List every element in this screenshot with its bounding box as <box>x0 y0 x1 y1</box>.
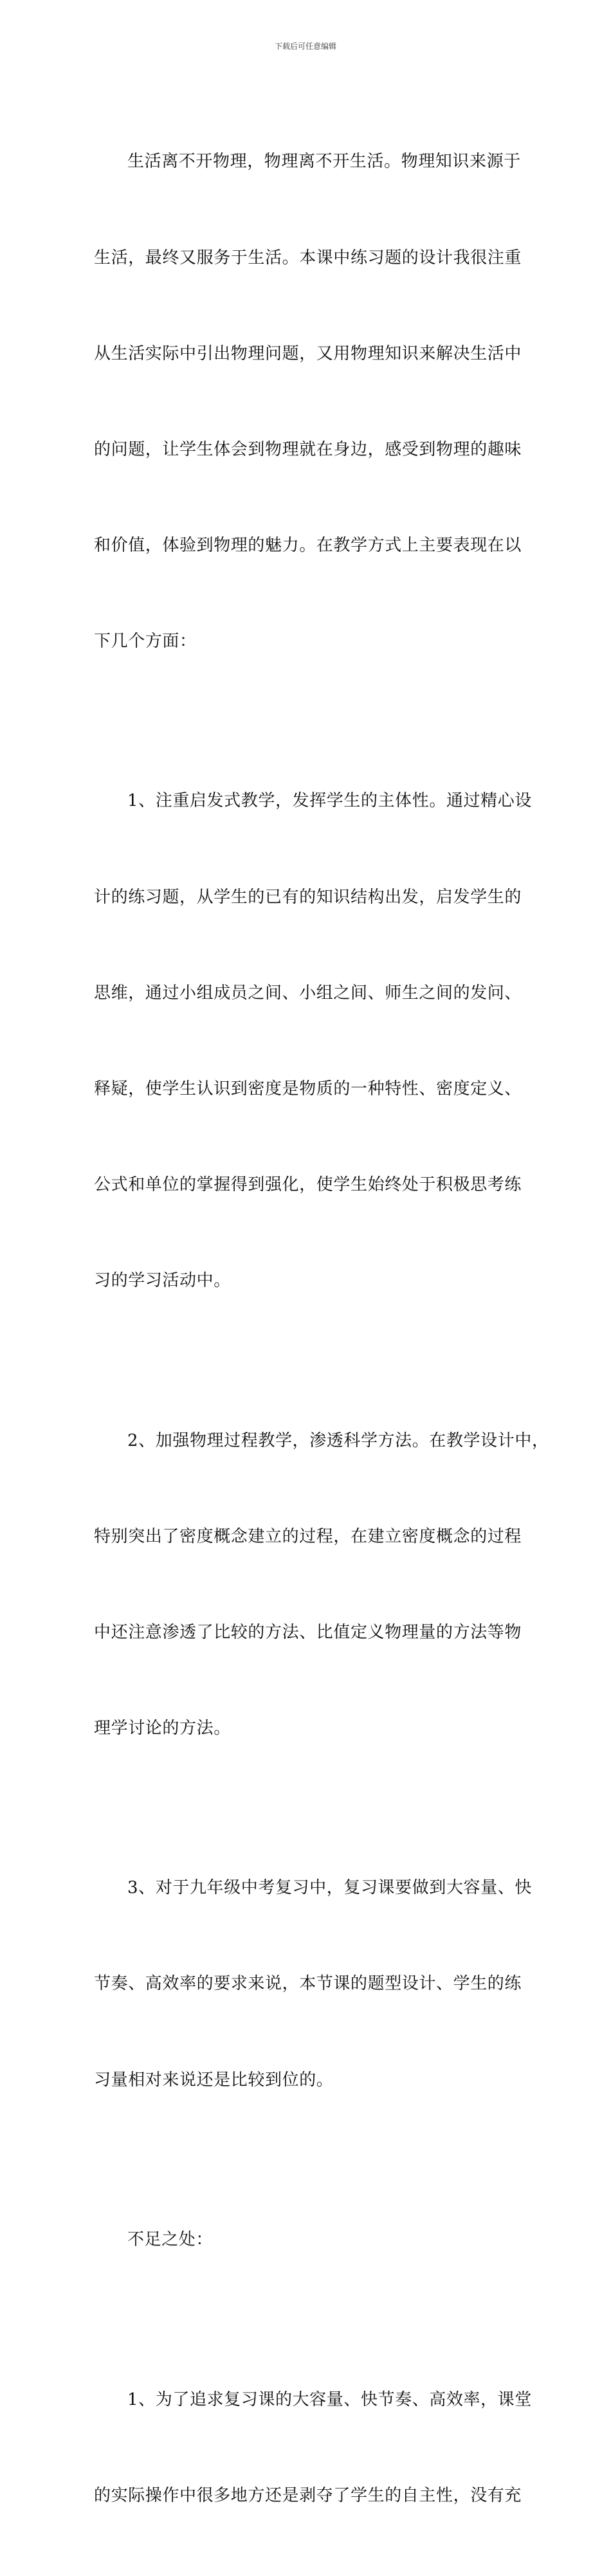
paragraph-line: 生活离不开物理，物理离不开生活。物理知识来源于 <box>127 152 521 172</box>
paragraph-line: 习的学习活动中。 <box>94 1271 231 1291</box>
paragraph-line: 释疑，使学生认识到密度是物质的一种特性、密度定义、 <box>94 1079 522 1099</box>
paragraph-line: 思维，通过小组成员之间、小组之间、师生之间的发问、 <box>94 983 522 1003</box>
paragraph-line: 3、对于九年级中考复习中，复习课要做到大容量、快 <box>127 1878 532 1898</box>
paragraph-intro <box>94 82 525 722</box>
paragraph-line: 下几个方面： <box>94 631 197 651</box>
paragraph-line: 节奏、高效率的要求来说，本节课的题型设计、学生的练 <box>94 1974 522 1994</box>
paragraph-line: 1、注重启发式教学，发挥学生的主体性。通过精心设 <box>127 791 532 811</box>
paragraph-line: 计的练习题，从学生的已有的知识结构出发，启发学生的 <box>94 887 522 907</box>
paragraph-line: 的实际操作中很多地方还是剥夺了学生的自主性，没有充 <box>94 2485 522 2505</box>
paragraph-line: 特别突出了密度概念建立的过程，在建立密度概念的过程 <box>94 1526 522 1546</box>
paragraph-shortcoming-1 <box>94 2320 532 2576</box>
paragraph-line: 1、为了追求复习课的大容量、快节奏、高效率，课堂 <box>127 2389 532 2409</box>
paragraph-line: 理学讨论的方法。 <box>94 1718 231 1738</box>
paragraph-line: 不足之处： <box>127 2230 214 2250</box>
header-note: 下载后可任意编辑 <box>274 42 336 51</box>
paragraph-line: 2、加强物理过程教学，渗透科学方法。在教学设计中， <box>127 1430 549 1450</box>
document-body <box>94 82 549 2576</box>
paragraph-point-2 <box>94 1361 549 1809</box>
paragraph-point-3 <box>94 1809 532 2160</box>
paragraph-shortcomings-heading <box>94 2160 525 2321</box>
paragraph-line: 习量相对来说还是比较到位的。 <box>94 2070 334 2090</box>
paragraph-point-1 <box>94 722 532 1361</box>
paragraph-line: 从生活实际中引出物理问题，又用物理知识来解决生活中 <box>94 343 522 363</box>
paragraph-line: 公式和单位的掌握得到强化，使学生始终处于积极思考练 <box>94 1174 522 1194</box>
paragraph-line: 中还注意渗透了比较的方法、比值定义物理量的方法等物 <box>94 1622 522 1642</box>
paragraph-line: 的问题，让学生体会到物理就在身边，感受到物理的趣味 <box>94 439 522 459</box>
paragraph-line: 和价值，体验到物理的魅力。在教学方式上主要表现在以 <box>94 535 522 555</box>
paragraph-line: 生活，最终又服务于生活。本课中练习题的设计我很注重 <box>94 248 522 268</box>
